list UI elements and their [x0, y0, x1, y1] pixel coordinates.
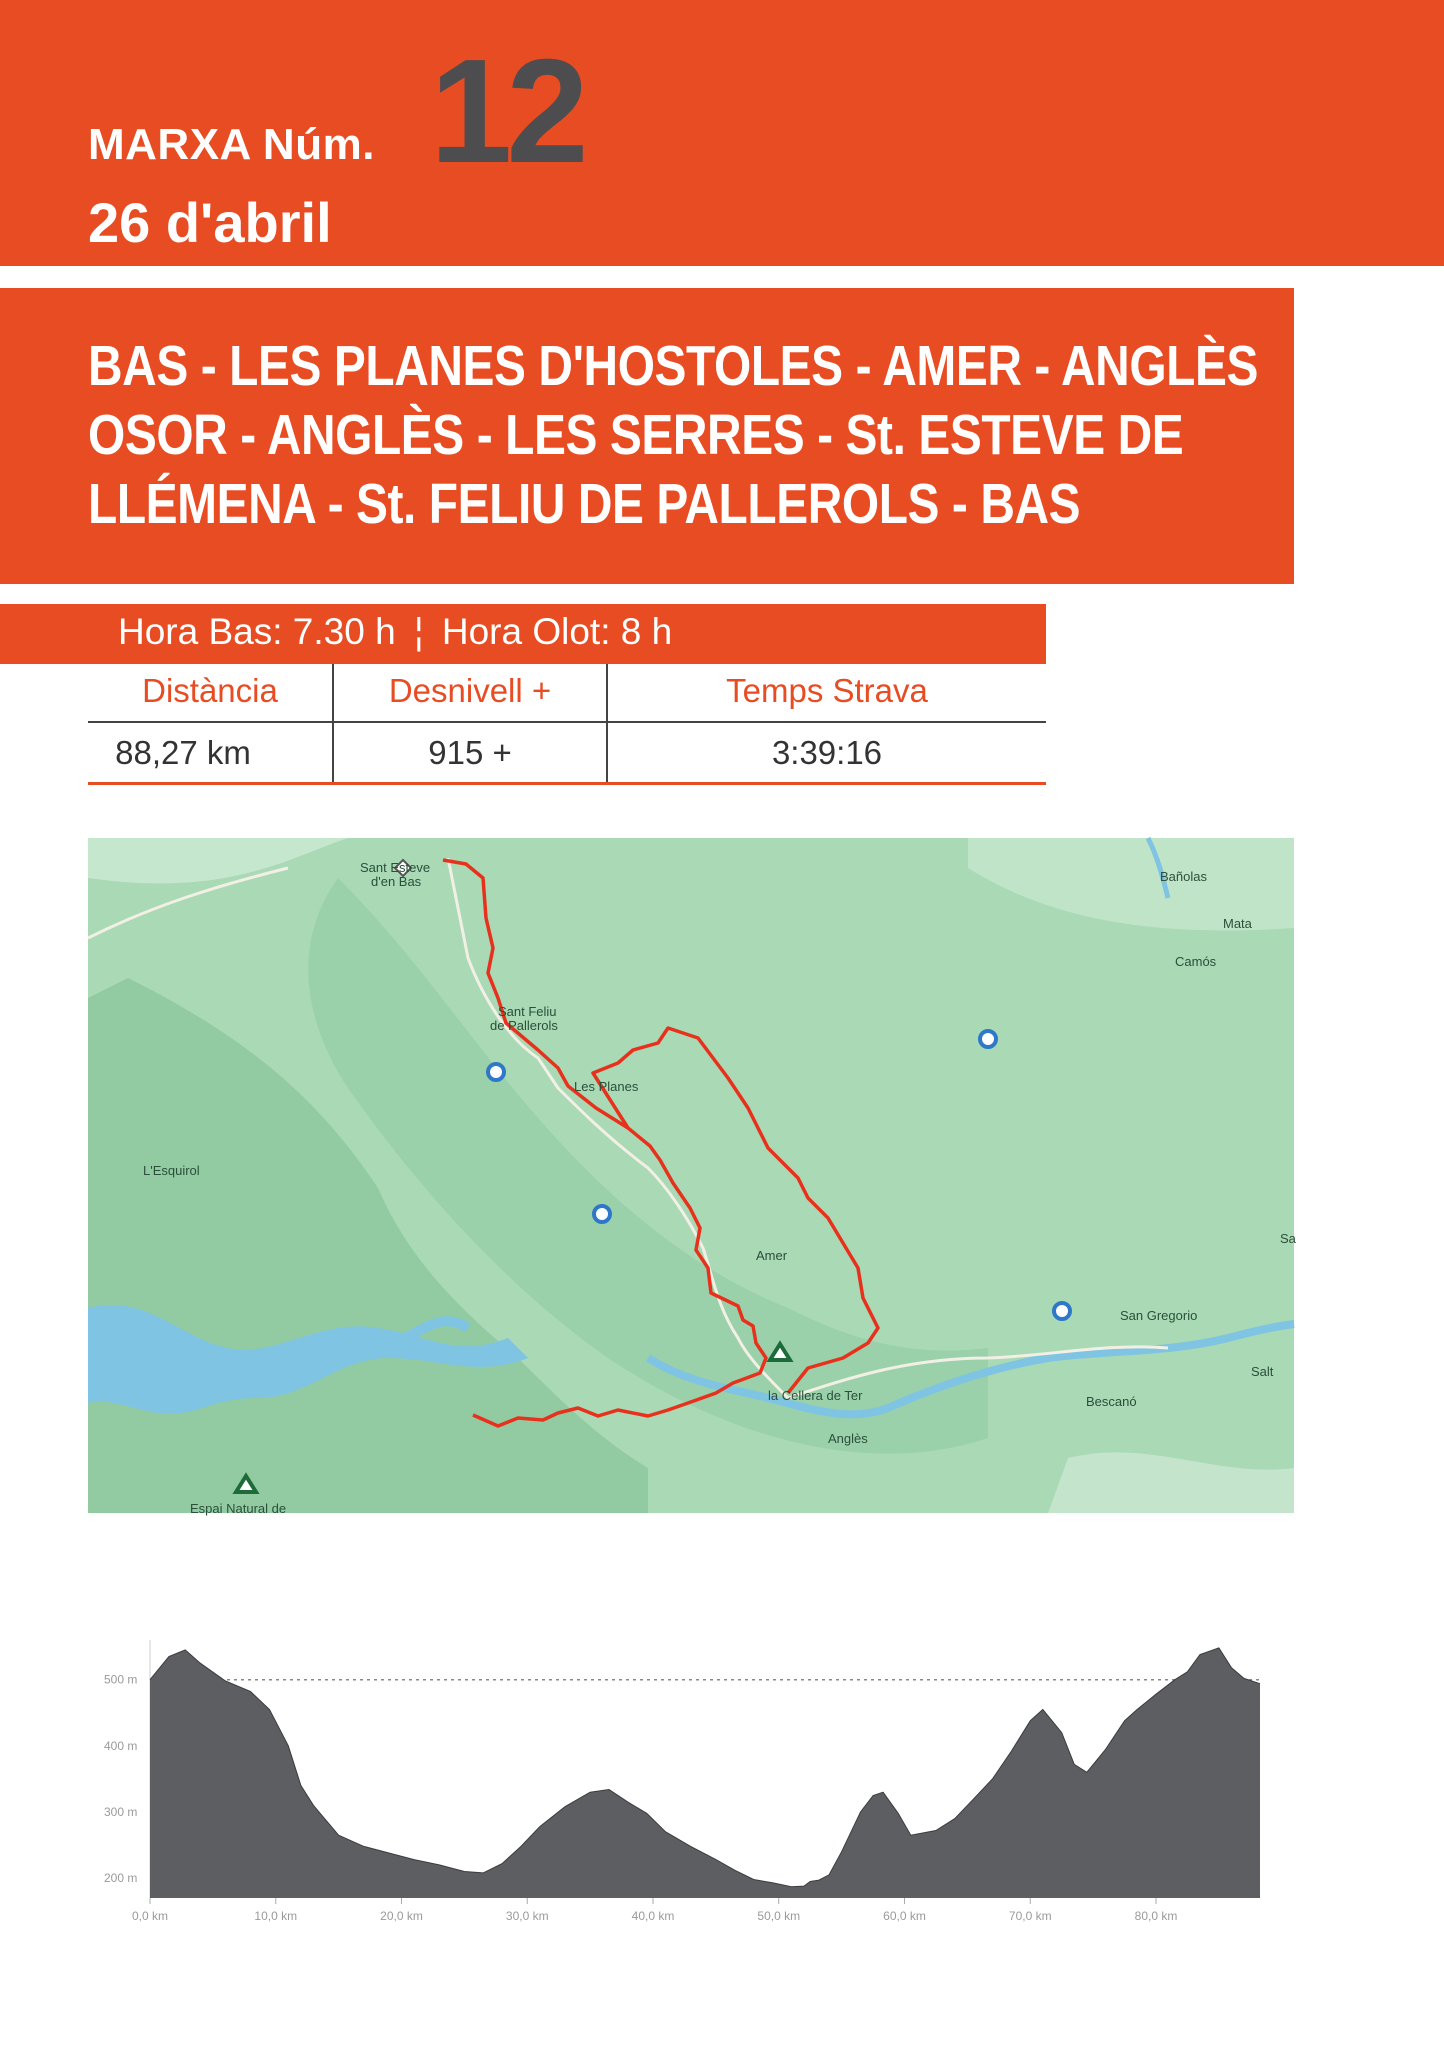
map-marker-icon[interactable]: [980, 1031, 996, 1047]
map-marker-icon[interactable]: [1054, 1303, 1070, 1319]
label-sant-esteve: Sant Esteve: [360, 860, 431, 875]
value-distancia: 88,27 km: [115, 734, 251, 771]
x-tick-label: 30,0 km: [505, 1909, 549, 1923]
column-divider: [606, 664, 608, 782]
label-mata: Mata: [1223, 916, 1252, 931]
x-tick-label: 60,0 km: [883, 1909, 926, 1923]
label-bescano: Bescanó: [1086, 1394, 1137, 1409]
label-sant-esteve-2: d'en Bas: [371, 874, 422, 889]
label-sant-feliu-2: de Pallerols: [490, 1018, 558, 1033]
header-temps: Temps Strava: [726, 672, 928, 709]
y-tick-label: 200 m: [104, 1871, 138, 1886]
route-map[interactable]: [88, 838, 1296, 1516]
route-title-line-2: OSOR - ANGLÈS - LES SERRES - St. ESTEVE DE: [88, 403, 1184, 467]
column-divider: [332, 664, 334, 782]
marxa-label: MARXA Núm.: [88, 120, 375, 169]
value-temps: 3:39:16: [771, 734, 883, 771]
y-tick-label: 300 m: [104, 1805, 138, 1819]
marxa-date: 26 d'abril: [88, 191, 332, 254]
label-edge: Sa: [1280, 1231, 1296, 1246]
route-title-line-3: LLÉMENA - St. FELIU DE PALLEROLS - BAS: [88, 472, 1081, 536]
label-les-planes: Les Planes: [574, 1079, 639, 1094]
x-tick-label: 80,0 km: [1134, 1909, 1178, 1923]
elevation-area: [150, 1648, 1260, 1898]
header-desnivell: Desnivell +: [388, 672, 552, 709]
label-cellera: la Cellera de Ter: [768, 1388, 863, 1403]
map-canvas: [88, 838, 1296, 1516]
schedule-separator: ¦: [413, 611, 424, 652]
header-distancia: Distància: [142, 672, 278, 709]
x-tick-label: 0,0 km: [131, 1909, 169, 1923]
hora-olot: Hora Olot: 8 h: [441, 611, 673, 652]
table-bottom-line: [88, 782, 1046, 785]
label-amer: Amer: [756, 1248, 788, 1263]
hora-bas: Hora Bas: 7.30 h: [118, 611, 396, 652]
x-tick-label: 20,0 km: [380, 1909, 423, 1923]
x-tick-label: 10,0 km: [254, 1909, 298, 1923]
label-sant-feliu: Sant Feliu: [498, 1004, 557, 1019]
value-desnivell: 915 +: [428, 734, 512, 771]
x-tick-label: 40,0 km: [631, 1909, 675, 1923]
schedule-text: [118, 611, 672, 653]
header-divider: [88, 721, 1046, 723]
route-title: [88, 332, 1259, 539]
label-banolas: Bañolas: [1160, 869, 1207, 884]
y-tick-label: 400 m: [104, 1738, 138, 1753]
x-tick-label: 70,0 km: [1008, 1909, 1052, 1923]
elevation-profile: [88, 1640, 1268, 1930]
y-tick-label: 500 m: [104, 1672, 138, 1687]
map-marker-icon[interactable]: [488, 1064, 504, 1080]
stats-table: [88, 664, 1046, 786]
y-ticks: [104, 1673, 137, 1885]
label-angles: Anglès: [828, 1431, 868, 1446]
label-espai-natural: Espai Natural de: [190, 1501, 287, 1516]
label-salt: Salt: [1251, 1364, 1274, 1379]
x-ticks: [132, 1898, 1177, 1923]
label-san-gregorio: San Gregorio: [1120, 1308, 1198, 1323]
x-tick-label: 50,0 km: [757, 1909, 801, 1923]
label-esquirol: L'Esquirol: [143, 1163, 200, 1178]
label-camos: Camós: [1175, 954, 1217, 969]
elevation-chart: [88, 1640, 1268, 1930]
marxa-number: 12: [430, 29, 583, 194]
route-title-line-1: BAS - LES PLANES D'HOSTOLES - AMER - ANGLÈS: [88, 334, 1259, 398]
map-marker-icon[interactable]: [594, 1206, 610, 1222]
